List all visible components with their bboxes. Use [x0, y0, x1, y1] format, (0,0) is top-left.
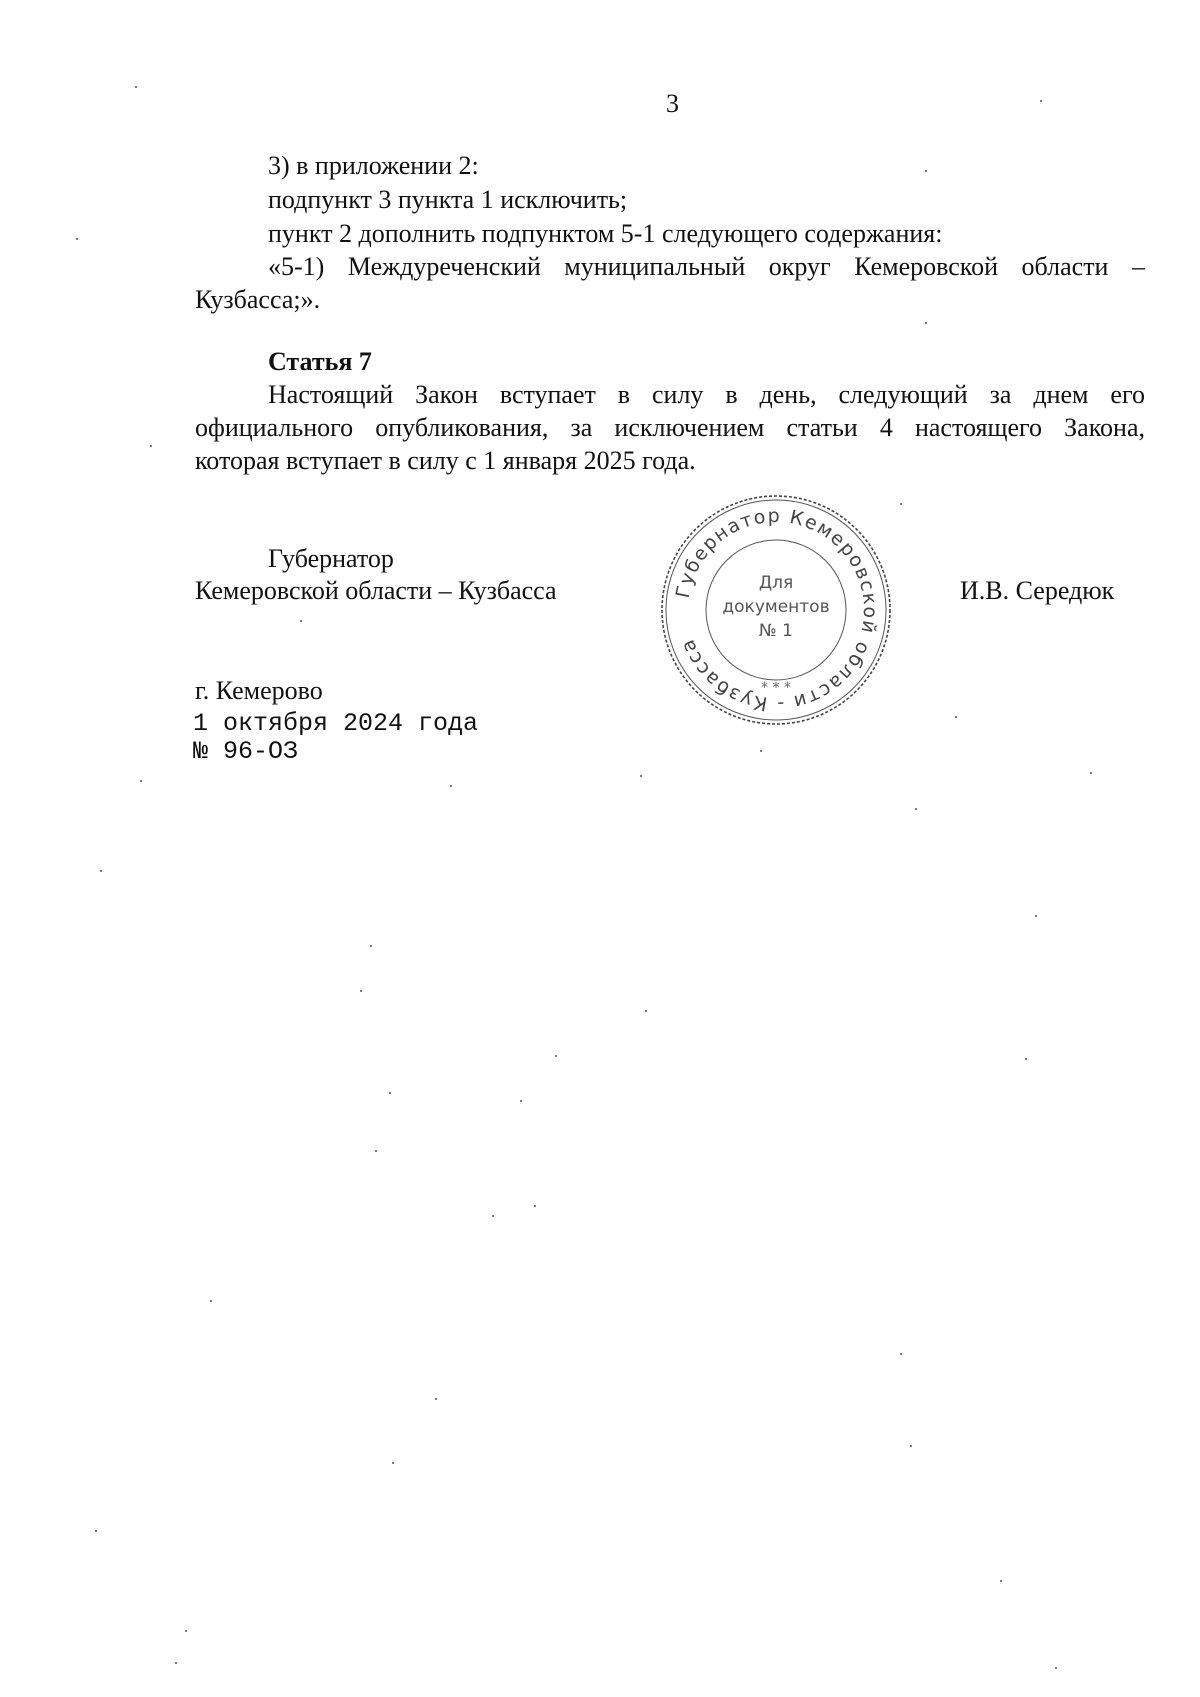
article7-line3: которая вступает в силу с 1 января 2025 года.: [195, 446, 696, 475]
scan-speck: [925, 170, 927, 172]
item3-line3: пункт 2 дополнить подпунктом 5-1 следующего содержания:: [268, 219, 943, 248]
scan-speck: [300, 620, 302, 622]
seal-stars: * * *: [761, 680, 791, 696]
scan-speck: [925, 322, 927, 324]
scan-speck: [900, 503, 902, 505]
scan-speck: [375, 1150, 377, 1152]
article7-line1: Настоящий Закон вступает в силу в день, следующий за днем его: [268, 380, 1145, 409]
governor-title: Губернатор: [268, 544, 394, 573]
scan-speck: [95, 1530, 97, 1532]
governor-name: И.В. Середюк: [960, 576, 1115, 605]
seal-center-line2: документов: [722, 597, 830, 617]
item3-line2: подпункт 3 пункта 1 исключить;: [268, 185, 628, 214]
scan-speck: [520, 1100, 522, 1102]
scan-speck: [100, 870, 102, 872]
scan-speck: [140, 780, 142, 782]
scan-speck: [640, 775, 642, 777]
article7-heading: Статья 7: [268, 347, 372, 376]
scan-speck: [210, 1300, 212, 1302]
scan-speck: [1055, 1667, 1057, 1669]
scan-speck: [534, 1205, 536, 1207]
city: г. Кемерово: [195, 676, 323, 705]
scan-speck: [760, 750, 762, 752]
scan-speck: [915, 808, 917, 810]
scan-speck: [1035, 915, 1037, 917]
page-number: 3: [666, 89, 679, 118]
seal-center-line1: Для: [758, 573, 794, 593]
scan-speck: [910, 1445, 912, 1447]
scan-speck: [435, 1398, 437, 1400]
scan-speck: [1000, 1580, 1002, 1582]
scan-speck: [492, 1215, 494, 1217]
scan-speck: [370, 945, 372, 947]
scan-speck: [955, 716, 957, 718]
governor-region: Кемеровской области – Кузбасса: [195, 576, 557, 605]
scan-speck: [175, 1662, 177, 1664]
seal-ring-text: Губернатор Кемеровской области - Кузбасса: [671, 504, 882, 716]
scan-speck: [1090, 772, 1092, 774]
scan-speck: [900, 1353, 902, 1355]
item3-line5: Кузбасса;».: [195, 285, 321, 314]
law-date: 1 октября 2024 года: [193, 709, 479, 738]
scan-speck: [645, 1010, 647, 1012]
official-seal: [658, 492, 894, 728]
scan-speck: [450, 785, 452, 787]
article7-line2: официального опубликования, за исключением статьи 4 настоящего Закона,: [195, 413, 1145, 442]
scan-speck: [76, 238, 78, 240]
scan-speck: [1025, 1058, 1027, 1060]
scan-speck: [135, 86, 137, 88]
scan-speck: [389, 1092, 391, 1094]
seal-center-line3: № 1: [759, 621, 793, 641]
scan-speck: [360, 990, 362, 992]
scan-speck: [185, 1630, 187, 1632]
scan-speck: [150, 445, 152, 447]
scan-speck: [1040, 100, 1042, 102]
scan-speck: [555, 1055, 557, 1057]
item3-line1: 3) в приложении 2:: [268, 151, 479, 180]
law-number: № 96-ОЗ: [193, 737, 299, 766]
item3-line4: «5-1) Междуреченский муниципальный округ Кемеровской области –: [268, 252, 1145, 281]
scan-speck: [392, 1462, 394, 1464]
